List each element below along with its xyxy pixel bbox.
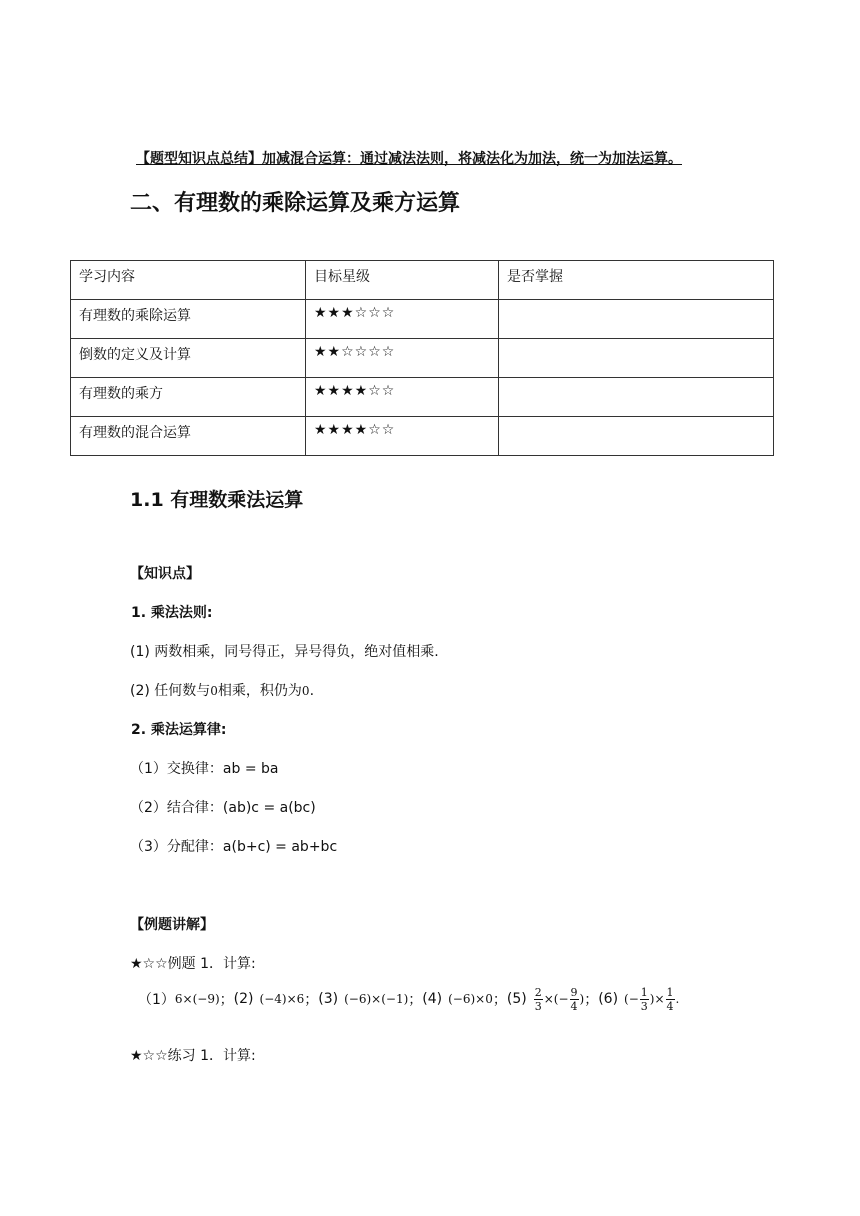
fraction-denominator: 4 <box>570 999 578 1013</box>
header-content: 学习内容 <box>71 261 306 300</box>
practice-title: ★☆☆练习 1．计算: <box>130 1048 256 1064</box>
item-sep: ； <box>219 992 234 1008</box>
item-2-expr: (−4)×6 <box>259 992 305 1006</box>
item-6-mid: )× <box>649 992 665 1006</box>
item-5-mid: ×(− <box>543 992 569 1006</box>
item-6-end: . <box>675 992 680 1006</box>
law-2: （2）结合律：(ab)c = a(bc) <box>130 800 316 816</box>
header-stars: 目标星级 <box>306 261 499 300</box>
item-sep: ； <box>584 992 599 1008</box>
rule-title: 1. 乘法法则: <box>131 605 213 621</box>
fraction <box>570 986 579 1013</box>
table-row <box>71 339 774 378</box>
fraction-denominator: 4 <box>666 999 674 1013</box>
table-row <box>71 300 774 339</box>
item-2-label: (2) <box>233 991 254 1007</box>
item-1-expr: 6×(−9) <box>174 992 220 1006</box>
row-content: 有理数的乘方 <box>71 378 306 417</box>
item-4-expr: (−6)×0 <box>448 992 493 1006</box>
knowledge-label: 【知识点】 <box>130 566 200 582</box>
fraction <box>666 986 675 1013</box>
summary-note: 【题型知识点总结】加减混合运算：通过减法法则，将减法化为加法，统一为加法运算。 <box>136 151 682 167</box>
rule-2-zero: 0 <box>210 684 218 698</box>
item-6-label: (6) <box>598 991 619 1007</box>
law-3: （3）分配律：a(b+c) = ab+bc <box>130 839 338 855</box>
item-4-label: (4) <box>422 991 443 1007</box>
row-stars: ★★★★☆☆ <box>306 378 499 417</box>
rule-2-end: . <box>309 683 315 699</box>
goals-table <box>70 260 774 456</box>
rule-2-pre: (2) 任何数与 <box>130 683 211 699</box>
row-mastered <box>499 339 774 378</box>
section-title: 二、有理数的乘除运算及乘方运算 <box>130 191 461 216</box>
row-stars: ★★★★☆☆ <box>306 417 499 456</box>
row-content: 有理数的混合运算 <box>71 417 306 456</box>
item-sep: ； <box>408 992 423 1008</box>
example-1-items <box>138 982 679 1016</box>
law-1: （1）交换律：ab = ba <box>130 761 279 777</box>
examples-label: 【例题讲解】 <box>130 917 214 933</box>
law-title: 2. 乘法运算律: <box>131 722 227 738</box>
fraction <box>534 986 543 1013</box>
fraction-numerator: 9 <box>570 985 578 999</box>
fraction-numerator: 2 <box>534 985 542 999</box>
item-5-label: (5) <box>506 991 527 1007</box>
row-mastered <box>499 417 774 456</box>
rule-2 <box>130 680 314 700</box>
row-stars: ★★☆☆☆☆ <box>306 339 499 378</box>
rule-2-mid: 相乘，积仍为 <box>217 683 302 699</box>
fraction-denominator: 3 <box>534 999 542 1013</box>
row-mastered <box>499 378 774 417</box>
header-mastered: 是否掌握 <box>499 261 774 300</box>
item-5-end: ) <box>579 992 585 1006</box>
table-header-row <box>71 261 774 300</box>
row-content: 有理数的乘除运算 <box>71 300 306 339</box>
item-sep: ； <box>304 992 319 1008</box>
item-3-expr: (−6)×(−1) <box>344 992 409 1006</box>
item-1-label: （1） <box>138 992 175 1008</box>
fraction-numerator: 1 <box>666 985 674 999</box>
rule-1: (1) 两数相乘，同号得正，异号得负，绝对值相乘. <box>130 644 439 660</box>
table-row <box>71 417 774 456</box>
item-3-label: (3) <box>318 991 339 1007</box>
row-mastered <box>499 300 774 339</box>
fraction <box>640 986 649 1013</box>
fraction-denominator: 3 <box>640 999 648 1013</box>
rule-2-zero2: 0 <box>301 684 310 698</box>
row-content: 倒数的定义及计算 <box>71 339 306 378</box>
row-stars: ★★★☆☆☆ <box>306 300 499 339</box>
item-sep: ； <box>492 992 507 1008</box>
example-title: ★☆☆例题 1．计算: <box>130 956 256 972</box>
fraction-numerator: 1 <box>640 985 648 999</box>
item-6-pre: (− <box>624 992 639 1006</box>
table-row <box>71 378 774 417</box>
subsection-title: 1.1 有理数乘法运算 <box>130 489 304 511</box>
